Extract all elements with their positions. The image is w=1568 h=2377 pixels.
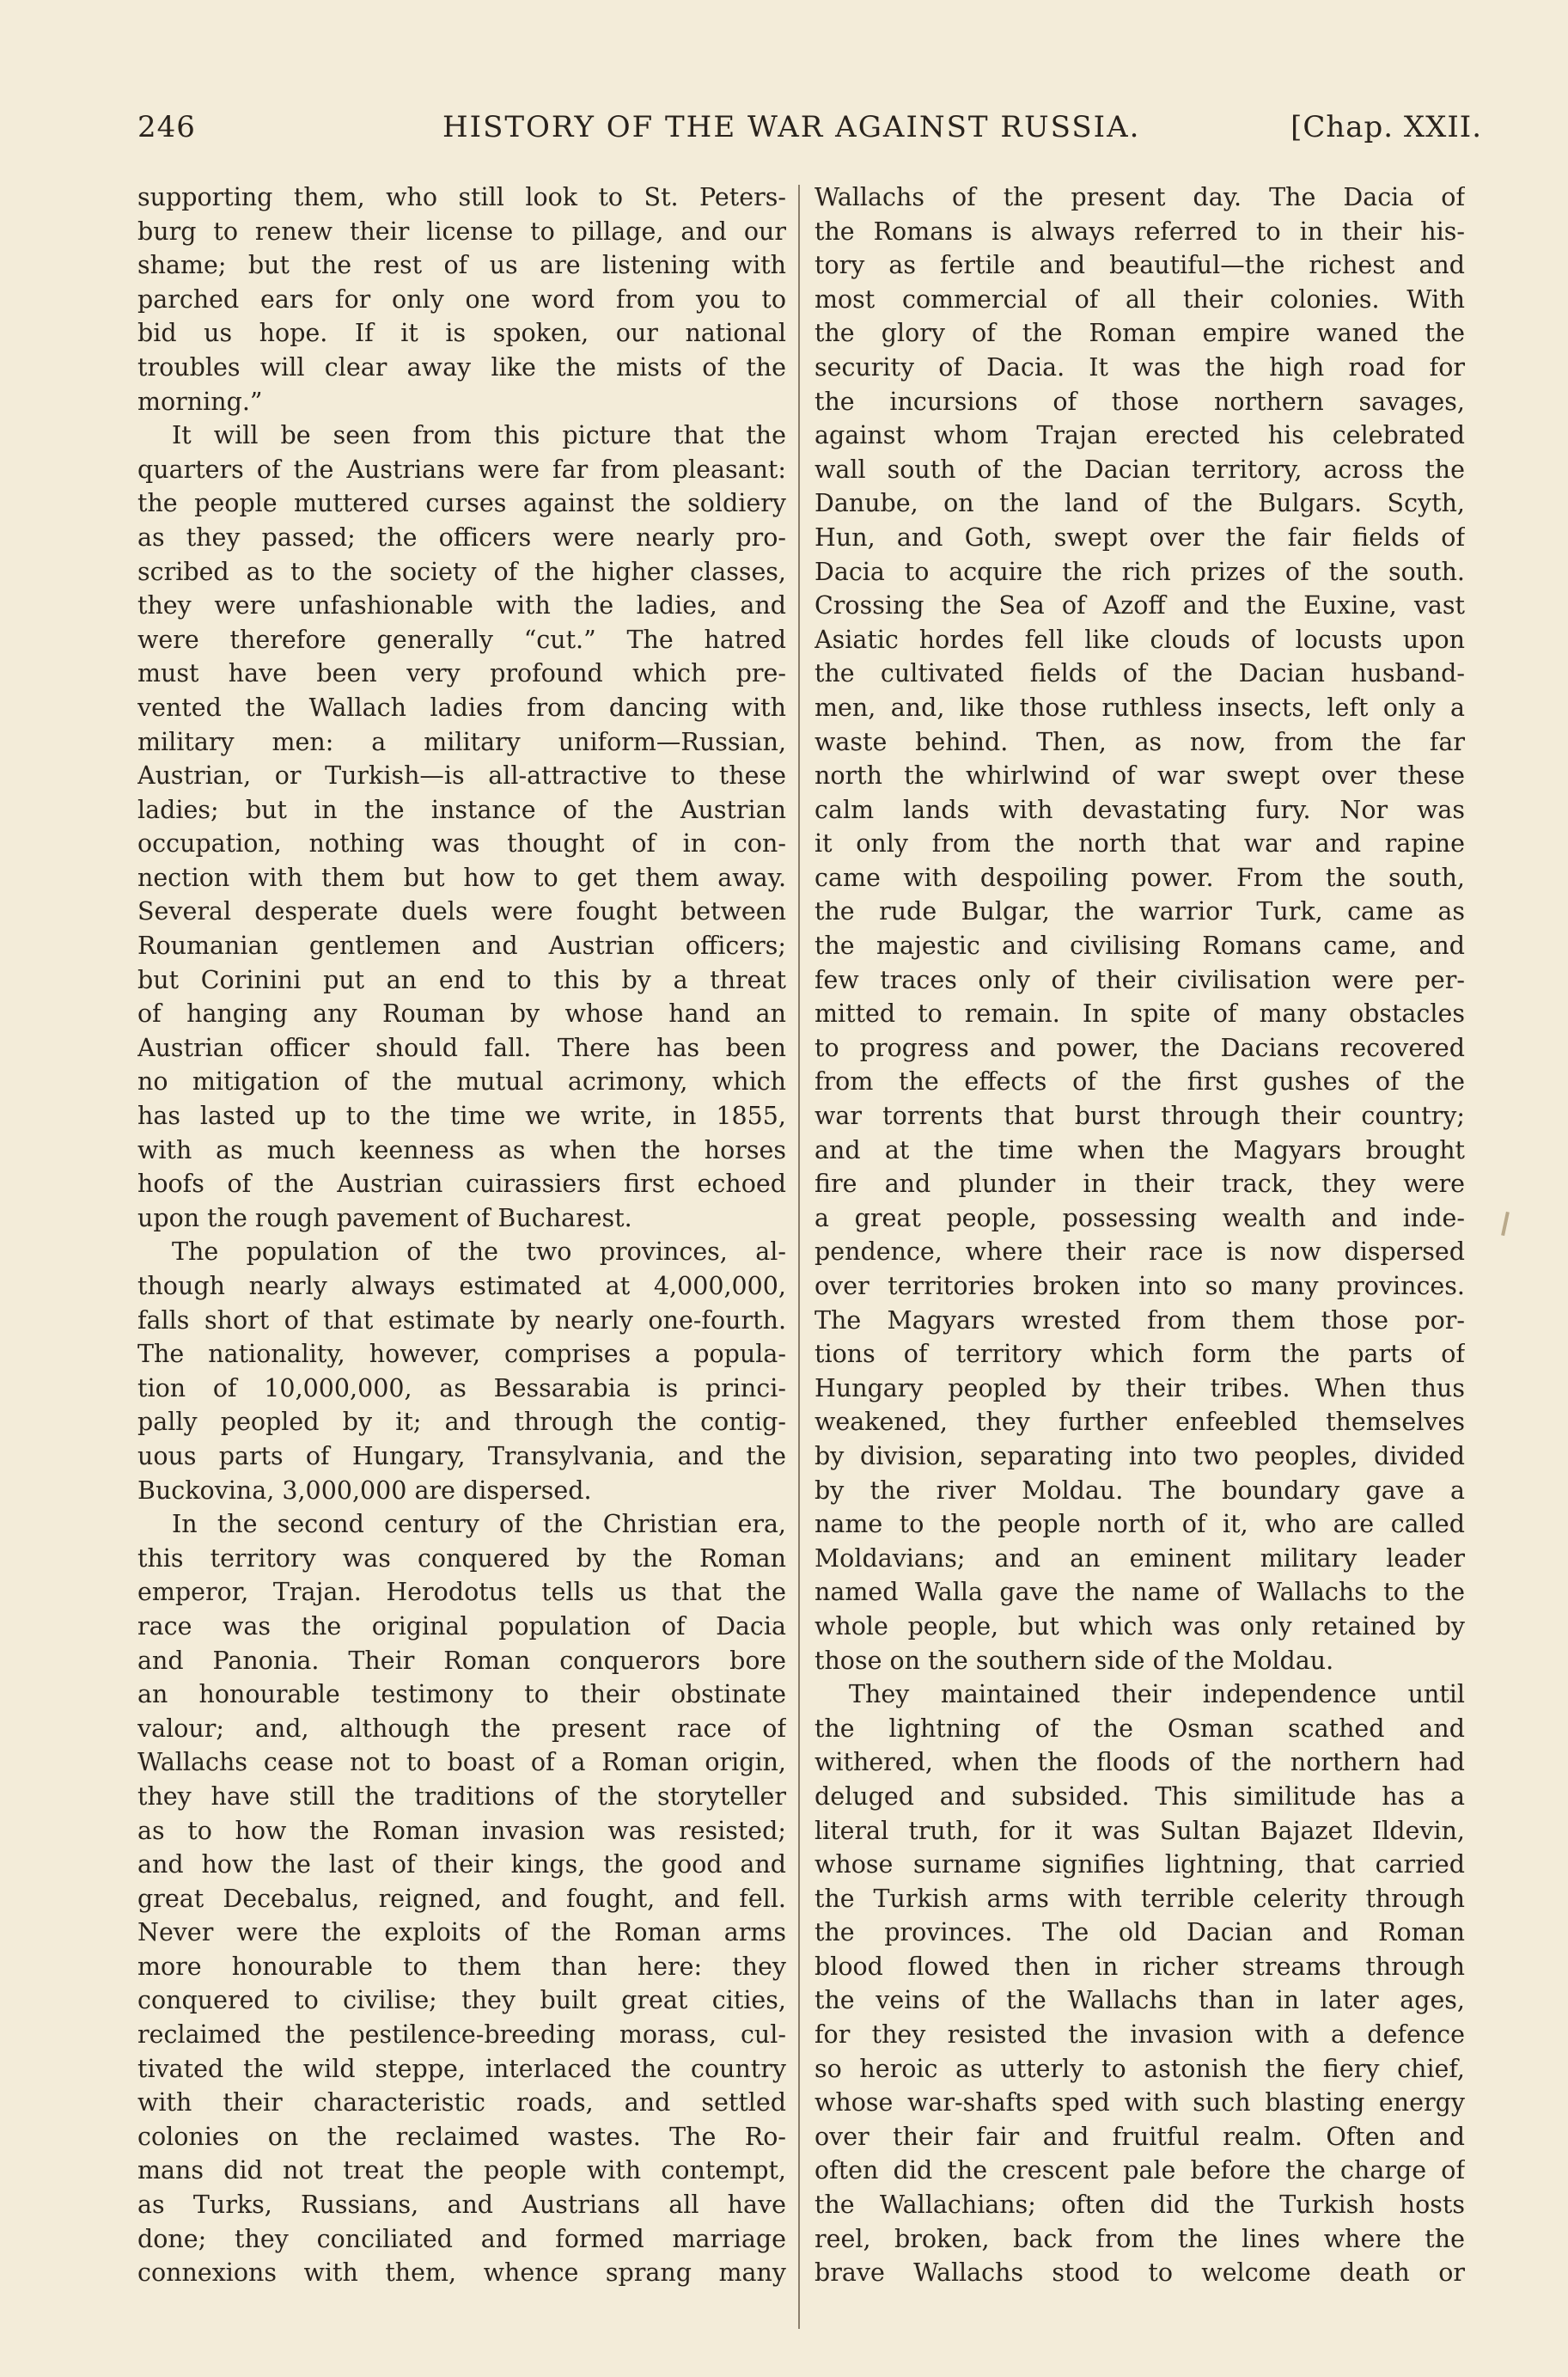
text-line: and Panonia. Their Roman conquerors bore (137, 1646, 786, 1675)
text-line: Asiatic hordes fell like clouds of locusts upon (815, 625, 1465, 654)
text-line: reel, broken, back from the lines where the (815, 2224, 1465, 2253)
text-line: most commercial of all their colonies. With (815, 284, 1465, 314)
text-line: mitted to remain. In spite of many obstacles (815, 999, 1465, 1029)
text-line: reclaimed the pestilence-breeding morass, cul- (137, 2020, 786, 2050)
text-line: The population of the two provinces, al- (172, 1237, 786, 1267)
text-line: has lasted up to the time we write, in 1855, (137, 1102, 786, 1131)
text-line: upon the rough pavement of Bucharest. (137, 1203, 632, 1232)
text-line: whose war-shafts sped with such blasting energy (815, 2088, 1465, 2117)
text-line: the Turkish arms with terrible celerity through (815, 1884, 1465, 1913)
text-line: The Magyars wrested from them those por- (815, 1305, 1465, 1335)
text-line: of hanging any Rouman by whose hand an (137, 999, 786, 1029)
text-line: with their characteristic roads, and settled (137, 2088, 786, 2117)
text-line: Several desperate duels were fought between (137, 897, 786, 926)
text-line: Crossing the Sea of Azoff and the Euxine, vast (815, 591, 1465, 620)
text-line: burg to renew their license to pillage, and our (137, 217, 786, 246)
text-line: over territories broken into so many provinces. (815, 1272, 1465, 1300)
text-line: as to how the Roman invasion was resisted; (137, 1816, 786, 1845)
text-line: the majestic and civilising Romans came, and (815, 932, 1465, 961)
text-line: Hun, and Goth, swept over the fair fields of (815, 522, 1465, 552)
page-number: 246 (137, 110, 196, 144)
text-line: done; they conciliated and formed marriage (137, 2224, 786, 2253)
text-line: more honourable to them than here: they (137, 1952, 786, 1981)
text-line: troubles will clear away like the mists of the (137, 352, 786, 382)
text-line: from the effects of the first gushes of the (815, 1067, 1465, 1097)
text-line: and at the time when the Magyars brought (815, 1135, 1465, 1164)
text-line: came with despoiling power. From the south, (815, 863, 1465, 892)
text-line: In the second century of the Christian era, (172, 1510, 786, 1539)
text-line: tory as fertile and beautiful—the richest and (815, 251, 1465, 280)
chapter-label: [Chap. XXII. (1290, 110, 1482, 144)
text-line: men, and, like those ruthless insects, left only a (815, 693, 1465, 722)
running-title: HISTORY OF THE WAR AGAINST RUSSIA. (442, 110, 1141, 144)
text-line: they have still the traditions of the storyteller (137, 1781, 786, 1811)
text-line: pally peopled by it; and through the contig- (137, 1408, 786, 1437)
text-line: the Wallachians; often did the Turkish hosts (815, 2191, 1465, 2220)
text-line: over their fair and fruitful realm. Often and (815, 2122, 1465, 2151)
text-line: the rude Bulgar, the warrior Turk, came as (815, 897, 1465, 926)
text-line: morning.” (137, 387, 263, 416)
text-line: literal truth, for it was Sultan Bajazet Ildevin, (815, 1816, 1465, 1845)
text-line: so heroic as utterly to astonish the fiery chief, (815, 2054, 1465, 2083)
text-line: blood flowed then in richer streams through (815, 1952, 1465, 1981)
text-line: mans did not treat the people with contempt, (137, 2156, 786, 2185)
text-line: colonies on the reclaimed wastes. The Ro- (137, 2122, 786, 2151)
text-line: it only from the north that war and rapine (815, 829, 1465, 859)
left-column (137, 180, 786, 2346)
text-line: shame; but the rest of us are listening with (137, 251, 786, 280)
running-header (137, 110, 1482, 162)
text-line: a great people, possessing wealth and inde- (815, 1203, 1465, 1232)
margin-mark (1501, 1212, 1510, 1236)
text-line: Wallachs of the present day. The Dacia of (815, 183, 1465, 211)
text-line: race was the original population of Dacia (137, 1611, 786, 1641)
text-line: scribed as to the society of the higher classes, (137, 557, 786, 586)
text-line: tion of 10,000,000, as Bessarabia is princi- (137, 1373, 786, 1402)
text-line: as Turks, Russians, and Austrians all have (137, 2191, 786, 2220)
text-line: valour; and, although the present race of (137, 1714, 786, 1743)
text-line: nection with them but how to get them away. (137, 863, 786, 892)
text-line: this territory was conquered by the Roman (137, 1543, 786, 1573)
text-line: Austrian, or Turkish—is all-attractive to these (137, 761, 786, 791)
column-divider (798, 185, 800, 2329)
text-line: must have been very profound which pre- (137, 659, 786, 688)
text-line: It will be seen from this picture that the (172, 421, 786, 450)
text-line: security of Dacia. It was the high road for (815, 352, 1465, 382)
text-line: military men: a military uniform—Russian, (137, 727, 786, 756)
text-line: an honourable testimony to their obstinate (137, 1680, 786, 1709)
text-line: the provinces. The old Dacian and Roman (815, 1918, 1465, 1947)
text-line: Wallachs cease not to boast of a Roman origin, (137, 1748, 786, 1777)
text-line: but Corinini put an end to this by a threat (137, 965, 786, 994)
text-line: with as much keenness as when the horses (137, 1135, 786, 1164)
text-line: Moldavians; and an eminent military leader (815, 1543, 1465, 1573)
text-line: tivated the wild steppe, interlaced the country (137, 2054, 786, 2083)
text-line: by division, separating into two peoples, divided (815, 1441, 1465, 1470)
text-line: often did the crescent pale before the charge of (815, 2156, 1465, 2185)
text-line: parched ears for only one word from you to (137, 284, 786, 314)
text-line: Buckovina, 3,000,000 are dispersed. (137, 1476, 592, 1505)
text-line: were therefore generally “cut.” The hatred (137, 625, 786, 654)
text-line: whose surname signifies lightning, that carried (815, 1850, 1465, 1879)
text-line: quarters of the Austrians were far from pleasant: (137, 455, 786, 484)
text-line: to progress and power, the Dacians recovered (815, 1033, 1465, 1062)
text-line: connexions with them, whence sprang many (137, 2258, 786, 2288)
text-line: north the whirlwind of war swept over these (815, 761, 1465, 791)
text-line: the lightning of the Osman scathed and (815, 1714, 1465, 1743)
text-line: Danube, on the land of the Bulgars. Scyth, (815, 489, 1465, 518)
text-line: withered, when the floods of the northern had (815, 1748, 1465, 1777)
text-line: ladies; but in the instance of the Austrian (137, 795, 786, 824)
text-line: brave Wallachs stood to welcome death or (815, 2258, 1465, 2288)
text-line: occupation, nothing was thought of in con- (137, 829, 786, 859)
text-line: They maintained their independence until (849, 1680, 1465, 1709)
text-line: the cultivated fields of the Dacian husband- (815, 659, 1465, 688)
text-line: the glory of the Roman empire waned the (815, 319, 1465, 348)
text-line: supporting them, who still look to St. Peters- (137, 183, 786, 211)
text-line: pendence, where their race is now dispersed (815, 1237, 1465, 1267)
text-line: great Decebalus, reigned, and fought, and fell. (137, 1884, 786, 1913)
text-line: hoofs of the Austrian cuirassiers first echoed (137, 1170, 786, 1199)
text-line: fire and plunder in their track, they were (815, 1170, 1465, 1199)
text-line: against whom Trajan erected his celebrated (815, 421, 1465, 450)
text-line: no mitigation of the mutual acrimony, which (137, 1067, 786, 1097)
text-line: Roumanian gentlemen and Austrian officers; (137, 932, 786, 961)
text-line: Austrian officer should fall. There has been (137, 1033, 786, 1062)
text-line: tions of territory which form the parts of (815, 1340, 1465, 1369)
text-line: whole people, but which was only retained by (815, 1611, 1465, 1641)
text-line: though nearly always estimated at 4,000,000, (137, 1272, 786, 1300)
text-line: falls short of that estimate by nearly one-fourth. (137, 1305, 786, 1335)
text-line: the incursions of those northern savages, (815, 387, 1465, 416)
text-line: war torrents that burst through their country; (815, 1102, 1465, 1131)
text-line: those on the southern side of the Moldau. (815, 1646, 1334, 1675)
text-line: for they resisted the invasion with a defence (815, 2020, 1465, 2050)
text-line: The nationality, however, comprises a popula- (137, 1340, 786, 1369)
text-line: named Walla gave the name of Wallachs to the (815, 1578, 1465, 1607)
text-line: Dacia to acquire the rich prizes of the south. (815, 557, 1465, 586)
text-line: the people muttered curses against the soldiery (137, 489, 786, 518)
text-line: waste behind. Then, as now, from the far (815, 727, 1465, 756)
text-line: the Romans is always referred to in their his- (815, 217, 1465, 246)
text-line: Hungary peopled by their tribes. When thus (815, 1373, 1465, 1402)
text-line: and how the last of their kings, the good and (137, 1850, 786, 1879)
text-line: by the river Moldau. The boundary gave a (815, 1476, 1465, 1505)
text-line: they were unfashionable with the ladies, and (137, 591, 786, 620)
text-line: the veins of the Wallachs than in later ages, (815, 1986, 1465, 2015)
text-line: emperor, Trajan. Herodotus tells us that the (137, 1578, 786, 1607)
text-line: as they passed; the officers were nearly pro- (137, 522, 786, 552)
text-line: bid us hope. If it is spoken, our national (137, 319, 786, 348)
right-column (815, 180, 1465, 2346)
text-line: uous parts of Hungary, Transylvania, and the (137, 1441, 786, 1470)
text-line: few traces only of their civilisation were per- (815, 965, 1465, 994)
text-line: weakened, they further enfeebled themselves (815, 1408, 1465, 1437)
text-line: wall south of the Dacian territory, across the (815, 455, 1465, 484)
text-line: Never were the exploits of the Roman arms (137, 1918, 786, 1947)
text-line: conquered to civilise; they built great cities, (137, 1986, 786, 2015)
text-line: vented the Wallach ladies from dancing with (137, 693, 786, 722)
text-line: deluged and subsided. This similitude has a (815, 1781, 1465, 1811)
text-line: calm lands with devastating fury. Nor was (815, 795, 1465, 824)
text-line: name to the people north of it, who are called (815, 1510, 1465, 1539)
